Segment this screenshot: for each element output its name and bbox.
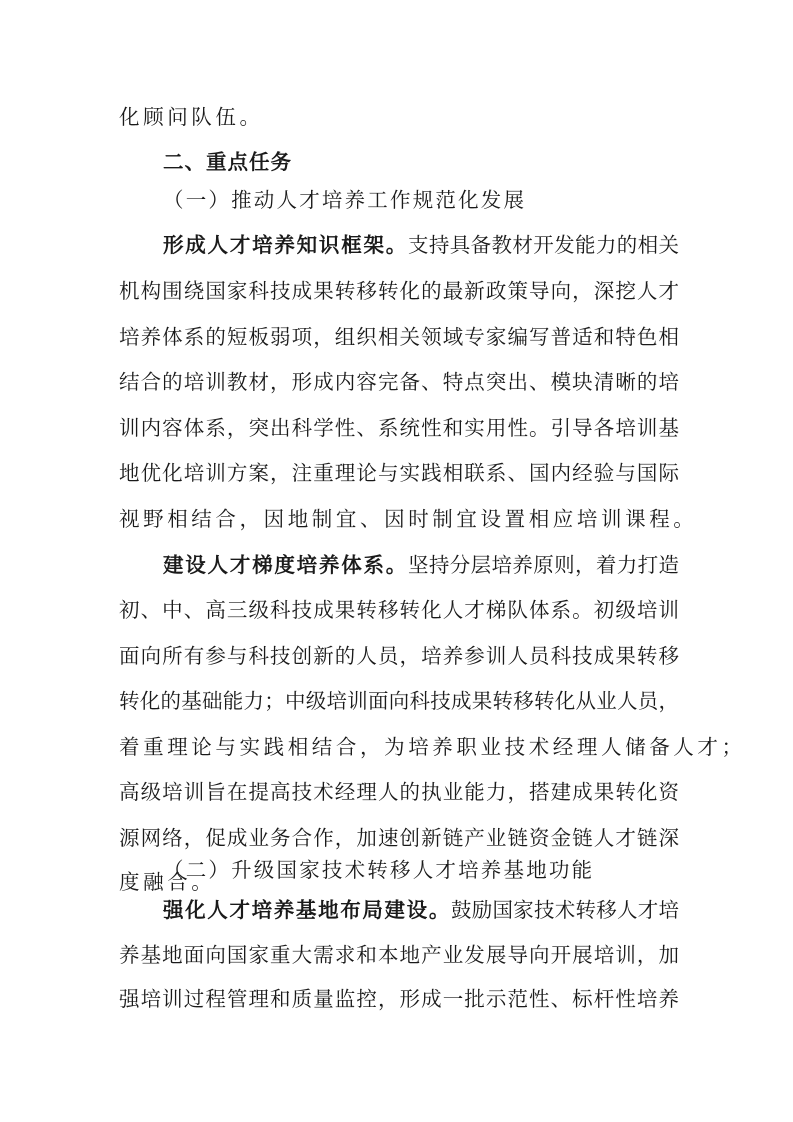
paragraph-line xyxy=(163,551,679,579)
paragraph-line: 训内容体系，突出科学性、系统性和实用性。引导各培训基 xyxy=(119,416,679,440)
subsection-heading: （一）推动人才培养工作规范化发展 xyxy=(163,188,527,212)
section-heading: 二、重点任务 xyxy=(163,150,292,174)
subsection-heading: （二）升级国家技术转移人才培养基地功能 xyxy=(163,858,595,882)
paragraph-line xyxy=(163,896,679,924)
paragraph-line: 结合的培训教材，形成内容完备、特点突出、模块清晰的培 xyxy=(119,370,679,394)
paragraph-line: 养基地面向国家重大需求和本地产业发展导向开展培训，加 xyxy=(119,943,679,967)
paragraph-line: 初、中、高三级科技成果转移转化人才梯队体系。初级培训 xyxy=(119,598,679,622)
paragraph-line: 转化的基础能力；中级培训面向科技成果转移转化从业人员， xyxy=(119,689,679,713)
paragraph-line: 着重理论与实践相结合，为培养职业技术经理人储备人才； xyxy=(119,735,746,759)
paragraph-lead-bold: 强化人才培养基地布局建设。 xyxy=(163,898,451,922)
paragraph-text: 支持具备教材开发能力的相关 xyxy=(408,233,679,257)
paragraph-text: 鼓励国家技术转移人才培 xyxy=(450,898,680,922)
paragraph-line: 地优化培训方案，注重理论与实践相联系、国内经验与国际 xyxy=(119,461,679,485)
paragraph-line: 高级培训旨在提高技术经理人的执业能力，搭建成果转化资 xyxy=(119,780,679,804)
paragraph-lead-bold: 建设人才梯度培养体系。 xyxy=(163,553,409,577)
paragraph-line: 培养体系的短板弱项，组织相关领域专家编写普适和特色相 xyxy=(119,325,679,349)
paragraph-line: 面向所有参与科技创新的人员，培养参训人员科技成果转移 xyxy=(119,644,679,668)
paragraph-text: 坚持分层培养原则，着力打造 xyxy=(408,553,679,577)
paragraph-line xyxy=(163,231,679,259)
paragraph-line: 度融合。 xyxy=(119,870,216,894)
paragraph-line: 强培训过程管理和质量监控，形成一批示范性、标杆性培养 xyxy=(119,987,679,1011)
paragraph-tail: 化顾问队伍。 xyxy=(119,105,264,129)
paragraph-line: 机构围绕国家科技成果转移转化的最新政策导向，深挖人才 xyxy=(119,279,679,303)
paragraph-line: 视野相结合，因地制宜、因时制宜设置相应培训课程。 xyxy=(119,507,698,531)
paragraph-line: 源网络，促成业务合作，加速创新链产业链资金链人才链深 xyxy=(119,826,679,850)
paragraph-lead-bold: 形成人才培养知识框架。 xyxy=(163,233,409,257)
